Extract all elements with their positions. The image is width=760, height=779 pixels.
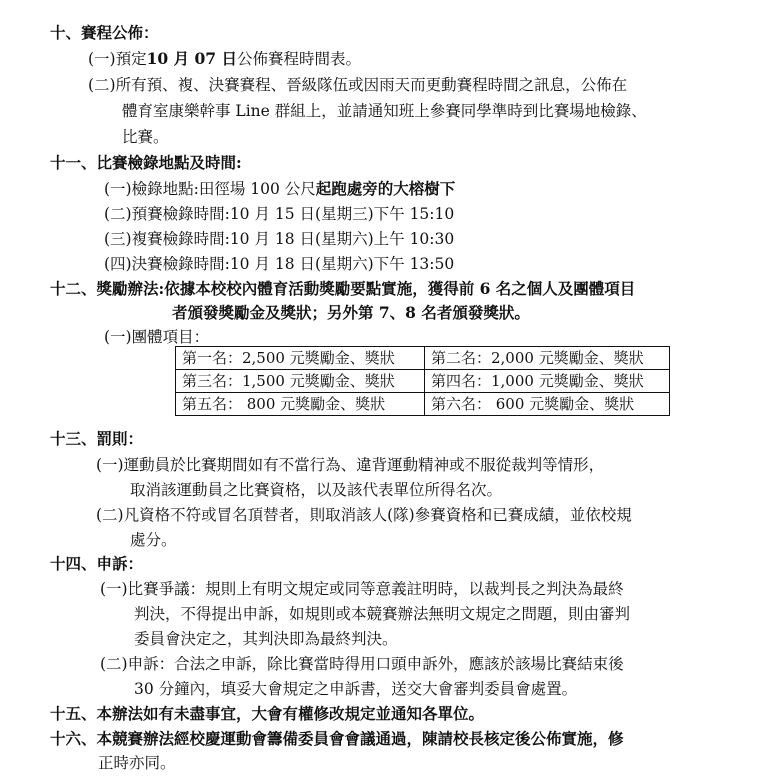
- section-11-item-3: (三)複賽檢錄時間:10 月 18 日(星期六)上午 10:30: [104, 230, 455, 248]
- award-third-place: 第三名：1,500 元獎勵金、獎狀: [176, 370, 425, 393]
- section-16-title-line-2: 正時亦同。: [98, 754, 176, 772]
- section-14-item-1-line-3: 委員會決定之，其判決即為最終判決。: [134, 630, 398, 648]
- section-14-item-1-line-1: (一)比賽爭議：規則上有明文規定或同等意義註明時，以裁判長之判決為最終: [100, 580, 624, 598]
- table-row: [176, 393, 670, 416]
- section-14-item-1-line-2: 判決，不得提出申訴，如規則或本競賽辦法無明文規定之問題，則由審判: [134, 605, 631, 623]
- section-13-title: 十三、罰則：: [50, 429, 144, 448]
- section-14-item-2-line-1: (二)申訴：合法之申訴，除比賽當時得用口頭申訴外，應該於該場比賽結束後: [100, 655, 624, 673]
- section-11-item-1: (一)檢錄地點:田徑場 100 公尺起跑處旁的大榕樹下: [104, 179, 456, 198]
- section-14-title: 十四、申訴：: [50, 554, 144, 573]
- section-13-item-1-line-1: (一)運動員於比賽期間如有不當行為、違背運動精神或不服從裁判等情形，: [96, 456, 605, 474]
- section-13-item-2-line-1: (二)凡資格不符或冒名頂替者，則取消該人(隊)參賽資格和已賽成績，並依校規: [96, 506, 632, 524]
- section-10-item-2-line-1: (二)所有預、複、決賽賽程、晉級隊伍或因雨天而更動賽程時間之訊息，公佈在: [88, 76, 628, 94]
- section-15-title: 十五、本辦法如有未盡事宜，大會有權修改規定並通知各單位。: [50, 704, 485, 723]
- section-12-item-1: (一)團體項目：: [104, 328, 210, 346]
- section-13-item-2-line-2: 處分。: [130, 531, 177, 549]
- table-row: [176, 370, 670, 393]
- team-awards-table: [175, 346, 670, 416]
- award-fifth-place: 第五名： 800 元獎勵金、獎狀: [176, 393, 425, 416]
- section-11-item-4: (四)決賽檢錄時間:10 月 18 日(星期六)下午 13:50: [104, 255, 455, 273]
- section-14-item-2-line-2: 30 分鐘內，填妥大會規定之申訴書，送交大會審判委員會處置。: [134, 680, 578, 698]
- section-13-item-1-line-2: 取消該運動員之比賽資格，以及該代表單位所得名次。: [130, 481, 503, 499]
- section-10-item-1: (一)預定10 月 07 日公佈賽程時間表。: [88, 49, 361, 68]
- section-16-title-line-1: 十六、本競賽辦法經校慶運動會籌備委員會會議通過，陳請校長核定後公佈實施，修: [50, 729, 624, 748]
- section-11-item-2: (二)預賽檢錄時間:10 月 15 日(星期三)下午 15:10: [104, 205, 455, 223]
- award-second-place: 第二名：2,000 元獎勵金、獎狀: [425, 347, 670, 370]
- section-12-title-line-2: 者頒發獎勵金及獎狀；另外第 7、8 名者頒發獎狀。: [172, 303, 530, 322]
- award-first-place: 第一名：2,500 元獎勵金、獎狀: [176, 347, 425, 370]
- award-fourth-place: 第四名：1,000 元獎勵金、獎狀: [425, 370, 670, 393]
- table-row: [176, 347, 670, 370]
- section-10-title: 十、賽程公佈：: [50, 23, 159, 42]
- section-10-item-2-line-2: 體育室康樂幹事 Line 群組上，並請通知班上參賽同學準時到比賽場地檢錄、: [122, 102, 647, 120]
- award-sixth-place: 第六名： 600 元獎勵金、獎狀: [425, 393, 670, 416]
- section-12-title-line-1: 十二、獎勵辦法:依據本校校內體育活動獎勵要點實施，獲得前 6 名之個人及團體項目: [50, 279, 636, 298]
- section-11-title: 十一、比賽檢錄地點及時間:: [50, 153, 242, 172]
- section-10-item-2-line-3: 比賽。: [122, 128, 169, 146]
